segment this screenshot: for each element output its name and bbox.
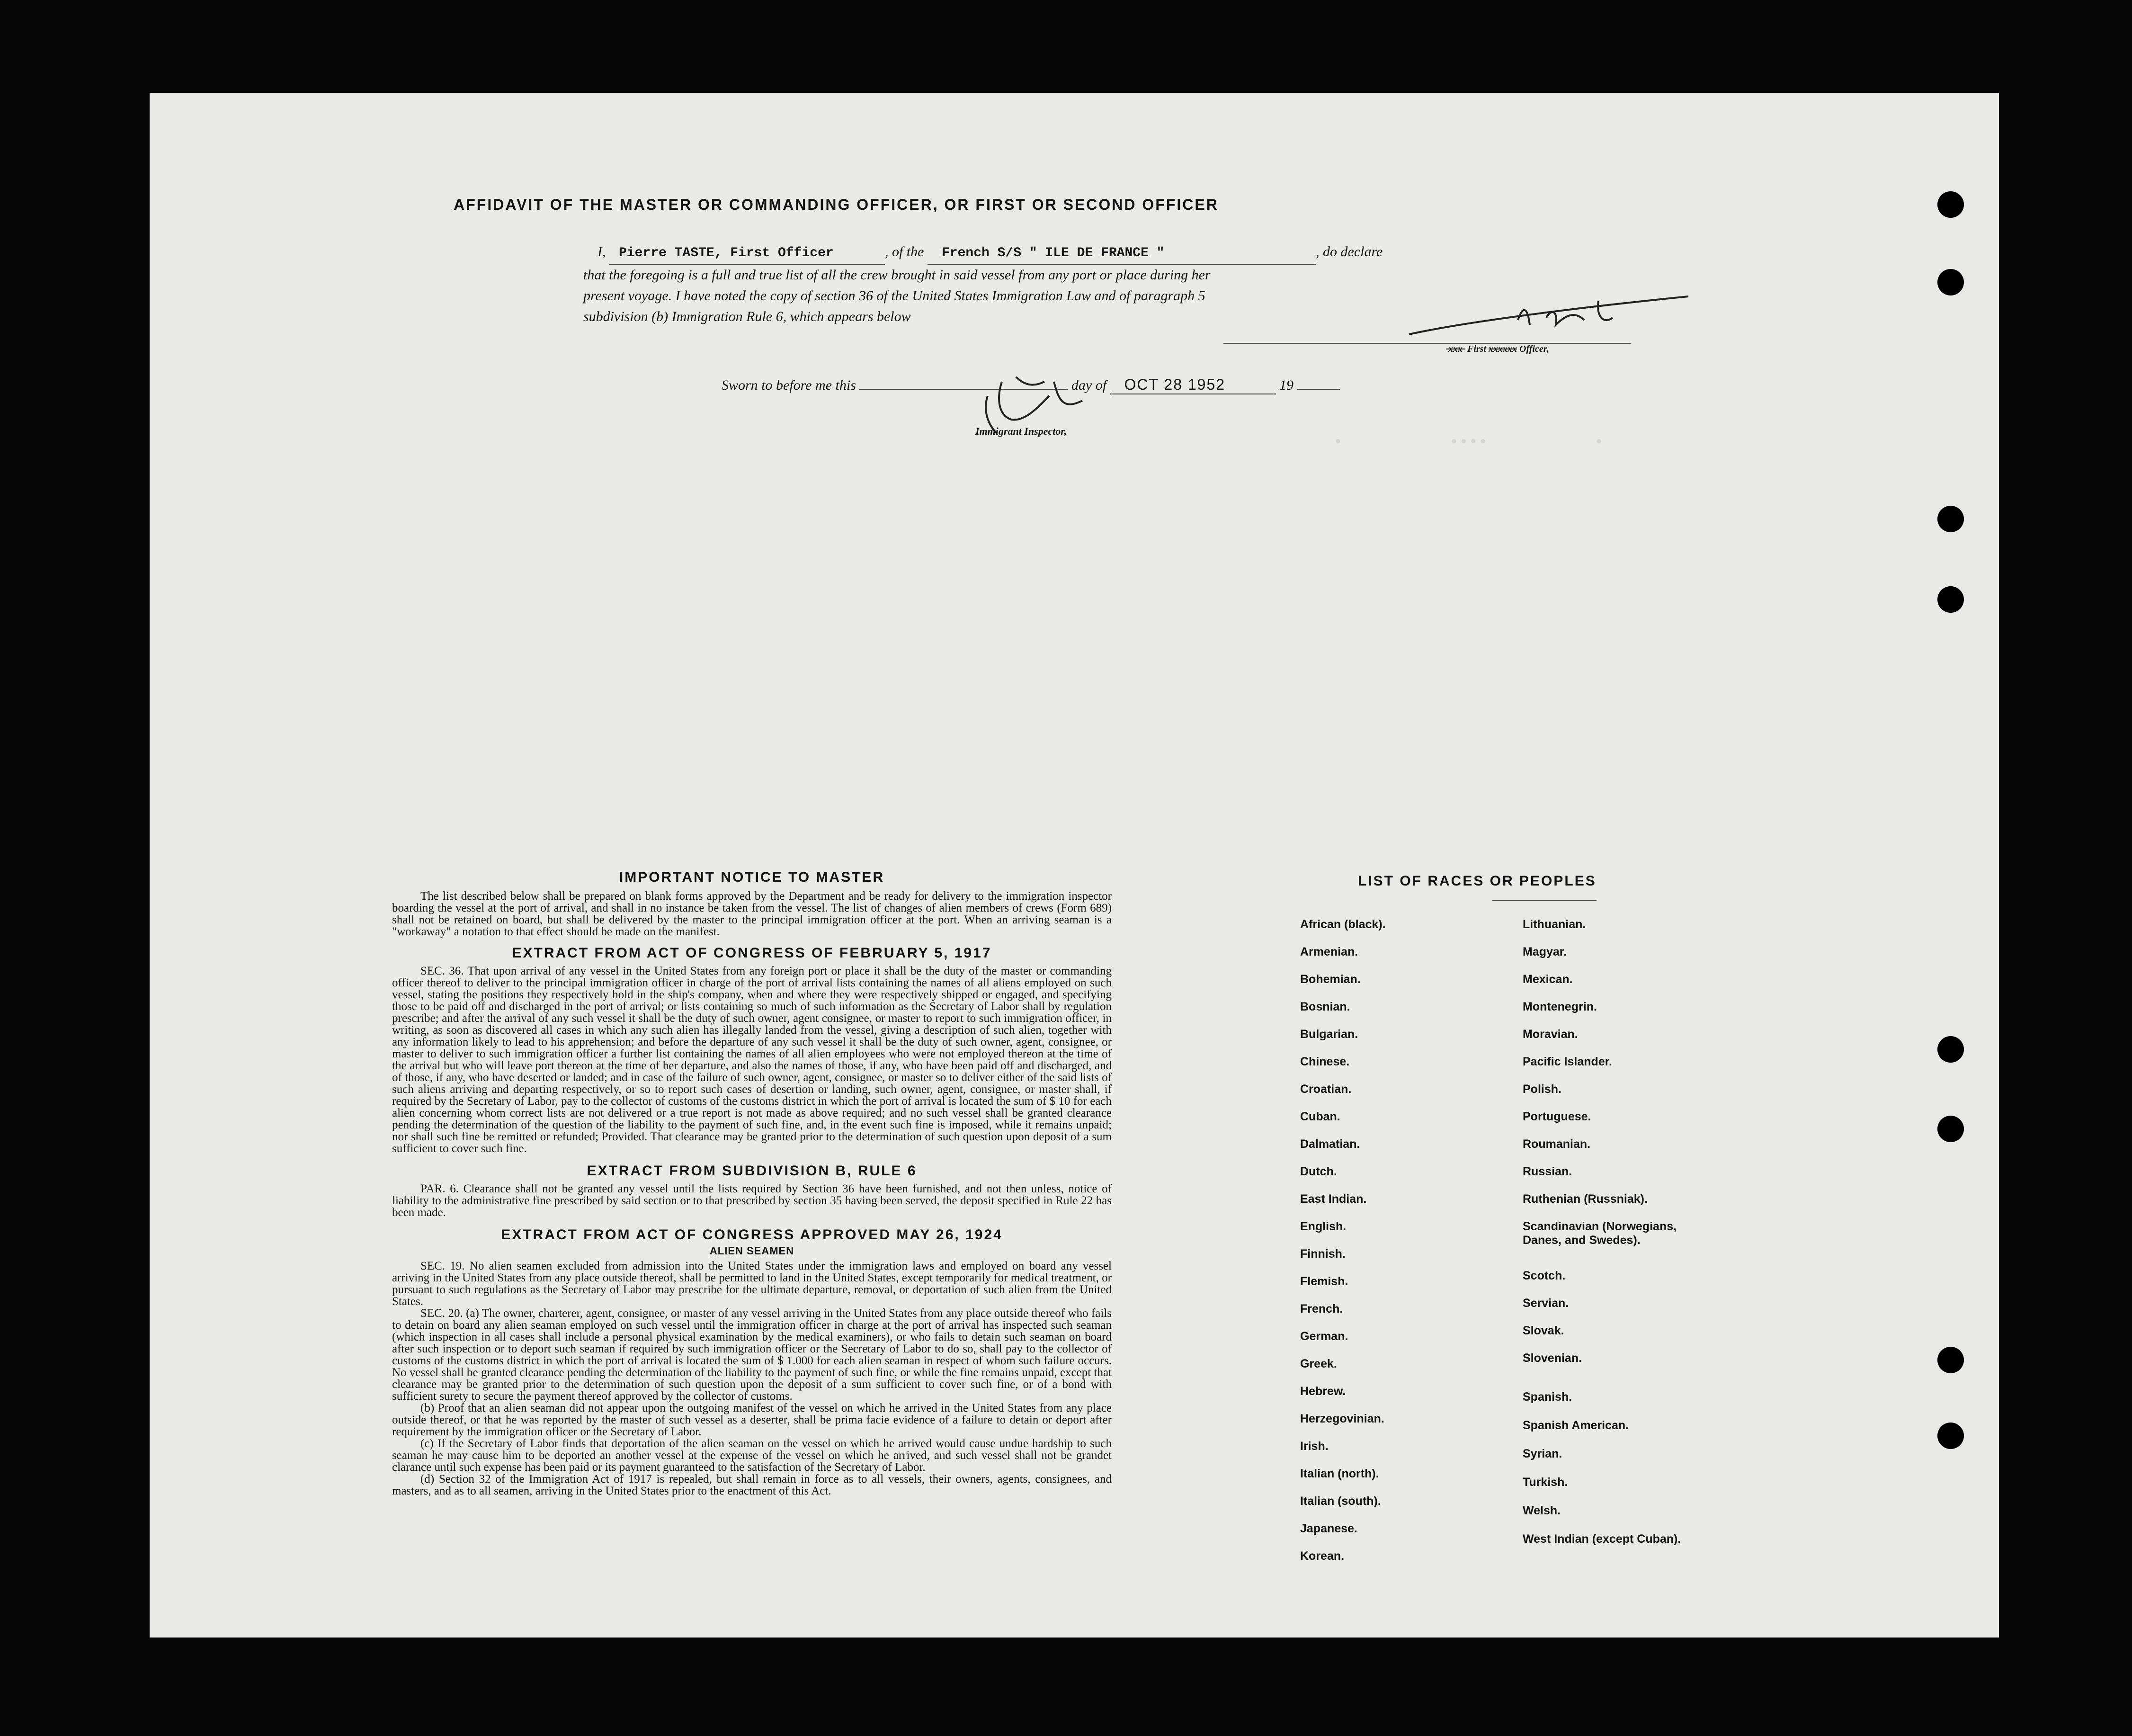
race-item: Bulgarian. (1300, 1028, 1358, 1041)
race-item: Greek. (1300, 1357, 1337, 1370)
inspector-caption: Immigrant Inspector, (975, 425, 1067, 437)
race-item: Dalmatian. (1300, 1137, 1360, 1151)
race-item: Pacific Islander. (1523, 1055, 1612, 1068)
extract-1924-sec19: SEC. 19. No alien seamen excluded from admission into the United States under the immigration laws and employed on board any vessel arriving in the United States from any place outside thereof, shall be permitted to land in the United States, except temporarily for medical treatment, or pursuant to such regulations as the Secretary of Labor may prescribe for the ultimate departure, removal, or deportation of such alien from the United States. (392, 1260, 1112, 1308)
race-item: Lithuanian. (1523, 918, 1586, 931)
race-item: Armenian. (1300, 945, 1358, 958)
race-item: Servian. (1523, 1297, 1569, 1310)
officer-name-field (609, 242, 885, 265)
officer-signature (1300, 292, 1707, 349)
affidavit-i: I, (598, 244, 606, 260)
race-item: Slovenian. (1523, 1351, 1582, 1365)
race-item: Portuguese. (1523, 1110, 1591, 1123)
race-item: Bosnian. (1300, 1000, 1350, 1013)
binder-hole (1937, 1036, 1964, 1063)
vessel-name: French S/S " ILE DE FRANCE " (942, 246, 1165, 260)
notice-heading: IMPORTANT NOTICE TO MASTER (619, 869, 885, 885)
race-item: Magyar. (1523, 945, 1567, 958)
race-item: Moravian. (1523, 1028, 1578, 1041)
affidavit-line-1 (583, 242, 1720, 265)
race-item: Chinese. (1300, 1055, 1350, 1068)
do-declare-text: , do declare (1316, 244, 1383, 260)
races-heading-rule (1492, 900, 1597, 901)
race-item: Turkish. (1523, 1476, 1568, 1489)
affidavit-line-4: subdivision (b) Immigration Rule 6, which appears below (583, 309, 911, 324)
race-item: East Indian. (1300, 1192, 1367, 1206)
day-of-text: day of (1071, 377, 1107, 393)
race-item: English. (1300, 1220, 1347, 1233)
extract-1924-sec20d: (d) Section 32 of the Immigration Act of 1917 is repealed, but shall remain in force as to all vessels, their owners, agents, consignees, and masters, and as to all seamen, arriving in the United States prior to the enactment of this Act. (392, 1473, 1112, 1497)
race-item: Flemish. (1300, 1275, 1348, 1288)
extract-1924-sec20c: (c) If the Secretary of Labor finds that deportation of the alien seaman on the vessel on which he arrived would cause undue hardship to such seaman he may cause him to be deported an another vessel at the expense of the vessel on which he arrived, and such vessel shall not be grandet clarance until such expense has been paid or its payment guaranteed to the satisfaction of the Secretary of Labor. (392, 1437, 1112, 1474)
extract-1917-heading: EXTRACT FROM ACT OF CONGRESS OF FEBRUARY 5, 1917 (512, 945, 992, 961)
race-item: Croatian. (1300, 1083, 1352, 1096)
race-item: Slovak. (1523, 1324, 1564, 1337)
affidavit-line-2: that the foregoing is a full and true list of all the crew brought in said vessel from any port or place during her (583, 267, 1211, 283)
year-prefix: 19 (1279, 377, 1294, 393)
extract-1924-heading: EXTRACT FROM ACT OF CONGRESS APPROVED MAY 26, 1924 (501, 1227, 1003, 1243)
race-item: Italian (south). (1300, 1494, 1381, 1508)
notice-body: The list described below shall be prepared on blank forms approved by the Department and be ready for delivery to the immigration inspector boarding the vessel at the port of arrival, and shall in no instance be taken from the vessel. The list of changes of alien members of crews (Form 689) shall not be retained on board, but shall be delivered by the master to the principal immigration officer at the port. When an arriving seaman is a "workaway" a notation to that effect should be made on the manifest. (392, 890, 1112, 938)
binder-hole (1937, 586, 1964, 613)
races-heading: LIST OF RACES OR PEOPLES (1358, 873, 1597, 889)
race-item: Scotch. (1523, 1269, 1566, 1282)
document-page (150, 93, 1999, 1638)
race-item: West Indian (except Cuban). (1523, 1532, 1681, 1546)
race-item: Ruthenian (Russniak). (1523, 1192, 1648, 1206)
race-item: Italian (north). (1300, 1467, 1379, 1480)
race-item: Irish. (1300, 1440, 1329, 1453)
binder-hole (1937, 506, 1964, 532)
date-field (1110, 376, 1276, 394)
of-the-text: , of the (885, 244, 924, 260)
affidavit-heading: AFFIDAVIT OF THE MASTER OR COMMANDING OFFICER, OR FIRST OR SECOND OFFICER (454, 196, 1219, 213)
race-item: Herzegovinian. (1300, 1412, 1384, 1425)
sworn-text: Sworn to before me this (722, 377, 856, 393)
race-item: Scandinavian (Norwegians, Danes, and Swedes). (1523, 1220, 1677, 1247)
race-item: African (black). (1300, 918, 1386, 931)
race-item: Russian. (1523, 1165, 1572, 1178)
officer-name: Pierre TASTE, First Officer (619, 246, 834, 260)
race-item: Mexican. (1523, 973, 1573, 986)
binder-hole (1937, 191, 1964, 218)
race-item: Cuban. (1300, 1110, 1340, 1123)
officer-signature-line: xxx First xxxxxx Officer, (1223, 343, 1631, 355)
binder-hole (1937, 1116, 1964, 1142)
race-item: Welsh. (1523, 1504, 1561, 1517)
officer-suffix: Officer, (1519, 344, 1549, 354)
affidavit-line-3: present voyage. I have noted the copy of section 36 of the United States Immigration Law and of paragraph 5 (583, 288, 1205, 304)
race-item: Hebrew. (1300, 1385, 1346, 1398)
race-item: Finnish. (1300, 1247, 1346, 1261)
race-item: Dutch. (1300, 1165, 1337, 1178)
extract-1924-sec20b: (b) Proof that an alien seaman did not appear upon the outgoing manifest of the vessel on which he arrived in the United States from any place outside thereof, or that he was reported by the master of such vessel as a deserter, shall be prima facie evidence of a failure to detain or deport after requirement by the immigration officer or the Secretary of Labor. (392, 1402, 1112, 1438)
extract-rule6-heading: EXTRACT FROM SUBDIVISION B, RULE 6 (587, 1163, 917, 1179)
race-item: Bohemian. (1300, 973, 1361, 986)
race-item: Syrian. (1523, 1447, 1562, 1460)
extract-1917-body: SEC. 36. That upon arrival of any vessel in the United States from any foreign port or place it shall be the duty of the master or commanding officer thereof to deliver to the principal immigration officer in charge of the port of arrival lists containing the names of all aliens employed on such vessel, stating the positions they respectively hold in the ship's company, when and where they were respectively shipped or engaged, and specifying those to be paid off and discharged in the port of arrival; or lists containing so much of such information as the Secretary of Labor shall by regulation prescribe; and after the arrival of any such vessel it shall be the duty of such owner, agent consignee, or master to report to such immigration officer, in writing, as soon as discovered all cases in which any such alien has illegally landed from the vessel, giving a description of such alien, together with any information likely to lead to his apprehension; and before the departure of any such vessel it shall be the duty of such owner, agent, consignee, or master to deliver to such immigration officer a further list containing the names of all alien employees who were not employed thereon at the time of the arrival but who will leave port thereon at the time of her departure, and also the names of those, if any, who have been paid off and discharged, and of those, if any, who have deserted or landed; and in case of the failure of such owner, agent, consignee, or master so to deliver either of the said lists of such aliens arriving and departing respectively, or so to report such cases of desertion or landing, such owner, agent, consignee, or master shall, if required by the Secretary of Labor, pay to the collector of customs of the customs district in which the port of arrival is located the sum of $ 10 for each alien concerning whom correct lists are not delivered or a true report is not made as above required; and no such vessel shall be granted clearance pending the determination of the question of the liability to the payment of such fine, and, in the event such fine is imposed, while it remains unpaid; nor shall such fine be remitted or refunded; Provided. That clearance may be granted prior to the determination of such question upon deposit of a sum sufficient to cover such fine. (392, 965, 1112, 1155)
notice-column (392, 869, 1112, 1497)
race-item: Roumanian. (1523, 1137, 1591, 1151)
officer-title: First (1467, 344, 1487, 354)
binder-hole (1937, 269, 1964, 295)
extract-1924-sec20a: SEC. 20. (a) The owner, charterer, agent, consignee, or master of any vessel arriving in the United States from any place outside thereof who fails to detain on board any alien seaman employed on such vessel until the immigration officer in charge at the port of arrival has inspected such seaman (which inspection in all cases shall include a personal physical examination by the medical examiners), or who fails to detain such seaman on board after such inspection or to deport such seaman if required by such immigration officer or the Secretary of Labor to do so, shall pay to the collector of customs of the customs district in which the port of arrival is located the sum of $ 1.000 for each alien seaman in respect of whom such failure occurs. No vessel shall be granted clearance pending the determination of the liability to the payment of such fine, or while the fine remains unpaid, except that clearance may be granted prior to the determination of such question upon the deposit of a sum sufficient to cover such fine, or of a bond with sufficient surety to secure the payment thereof approved by the collector of customs. (392, 1307, 1112, 1403)
date-stamp: OCT 28 1952 (1124, 376, 1226, 393)
binder-hole (1937, 1347, 1964, 1373)
binder-hole (1937, 1423, 1964, 1449)
extract-1924-subheading: ALIEN SEAMEN (709, 1245, 794, 1257)
race-item: Japanese. (1300, 1522, 1357, 1535)
race-item: French. (1300, 1302, 1343, 1315)
bleed-through: • •••• • (1333, 434, 1604, 452)
race-item: Montenegrin. (1523, 1000, 1597, 1013)
race-item: Polish. (1523, 1083, 1561, 1096)
vessel-field (928, 242, 1316, 265)
race-item: German. (1300, 1330, 1348, 1343)
race-item: Spanish American. (1523, 1419, 1629, 1432)
extract-rule6-body: PAR. 6. Clearance shall not be granted any vessel until the lists required by Section 36 have been furnished, and not then unless, notice of liability to the administrative fine prescribed by said section or to that prescribed by section 35 having been served, the deposit specified in Rule 22 has been made. (392, 1182, 1112, 1219)
race-item: Spanish. (1523, 1390, 1572, 1404)
race-item: Korean. (1300, 1549, 1345, 1563)
